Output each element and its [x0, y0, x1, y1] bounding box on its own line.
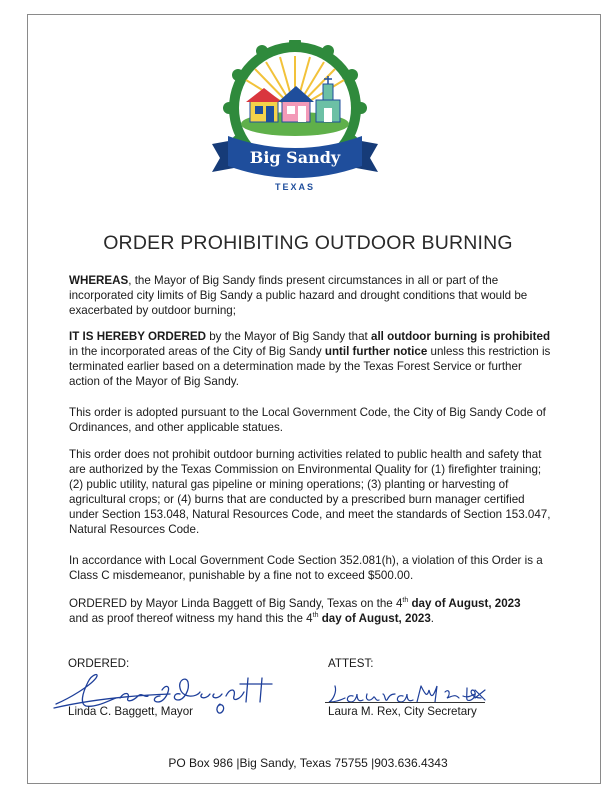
logo-name: Big Sandy	[249, 148, 341, 167]
logo-state: TEXAS	[274, 182, 316, 192]
closing-sup-1: th	[402, 597, 409, 605]
mayor-name: Linda C. Baggett, Mayor	[68, 705, 194, 718]
closing-sup-2: th	[312, 612, 319, 620]
signature-line	[325, 702, 485, 703]
whereas-paragraph	[69, 273, 553, 318]
ordered-text-1: by the Mayor of Big Sandy that	[206, 330, 371, 343]
ordered-label: ORDERED:	[68, 657, 130, 670]
adopted-text: This order is adopted pursuant to the Local Government Code, the City of Big Sandy Code of Ordinances, and other applicable statues.	[69, 406, 546, 434]
penalty-text: In accordance with Local Government Code Section 352.081(h), a violation of this Order is a Class C misdemeanor, punishable by a fine not to exceed $500.00.	[69, 554, 543, 582]
ordered-text-3: unless this restriction is terminated earlier based on a determination made by the Texas Forest Service or further action of the Mayor of Big Sandy.	[69, 345, 551, 388]
closing-date-2: day of August, 2023	[318, 612, 431, 625]
whereas-text: , the Mayor of Big Sandy finds present circumstances in all or part of the incorporated city limits of Big Sandy a public hazard and drought conditions that would be exacerbated by outdoor burning;	[69, 274, 528, 317]
closing-text-3: .	[430, 612, 435, 625]
closing-date-1: day of August, 2023	[408, 597, 521, 610]
exceptions-text: This order does not prohibit outdoor burning activities related to public health and safety that are authorized by the Texas Commission on Environmental Quality for (1) firefighter training; (2) public utility, natural gas pipeline or mining operations; (3) planting or harvesting of agricultural crops; or (4) burns that are conducted by a prescribed burn manager certified under Section 153.048, Natural Resources Code, and meet the standards of Section 153.047, Natural Resources Code.	[69, 448, 551, 536]
page-title: ORDER PROHIBITING OUTDOOR BURNING	[103, 232, 513, 254]
attest-label: ATTEST:	[328, 657, 374, 670]
whereas-lead: WHEREAS	[69, 274, 129, 287]
penalty-paragraph	[69, 553, 553, 583]
adopted-paragraph	[69, 405, 553, 435]
ordered-text-2: in the incorporated areas of the City of Big Sandy	[69, 345, 325, 358]
closing-text-1: ORDERED by Mayor Linda Baggett of Big Sandy, Texas on the 4	[69, 597, 403, 610]
ordered-bold-2: until further notice	[324, 345, 428, 358]
secretary-name: Laura M. Rex, City Secretary	[328, 705, 477, 718]
footer-address: PO Box 986 |Big Sandy, Texas 75755 |903.636.4343	[168, 756, 448, 770]
closing-text-2: and as proof thereof witness my hand this the 4	[69, 612, 313, 625]
secretary-signature	[325, 680, 490, 708]
exceptions-paragraph	[69, 447, 553, 537]
ordered-bold-1: all outdoor burning is prohibited	[371, 330, 551, 343]
ordered-paragraph	[69, 329, 553, 389]
city-logo	[206, 40, 384, 204]
ordered-lead: IT IS HEREBY ORDERED	[69, 330, 207, 343]
closing-paragraph	[69, 596, 553, 626]
